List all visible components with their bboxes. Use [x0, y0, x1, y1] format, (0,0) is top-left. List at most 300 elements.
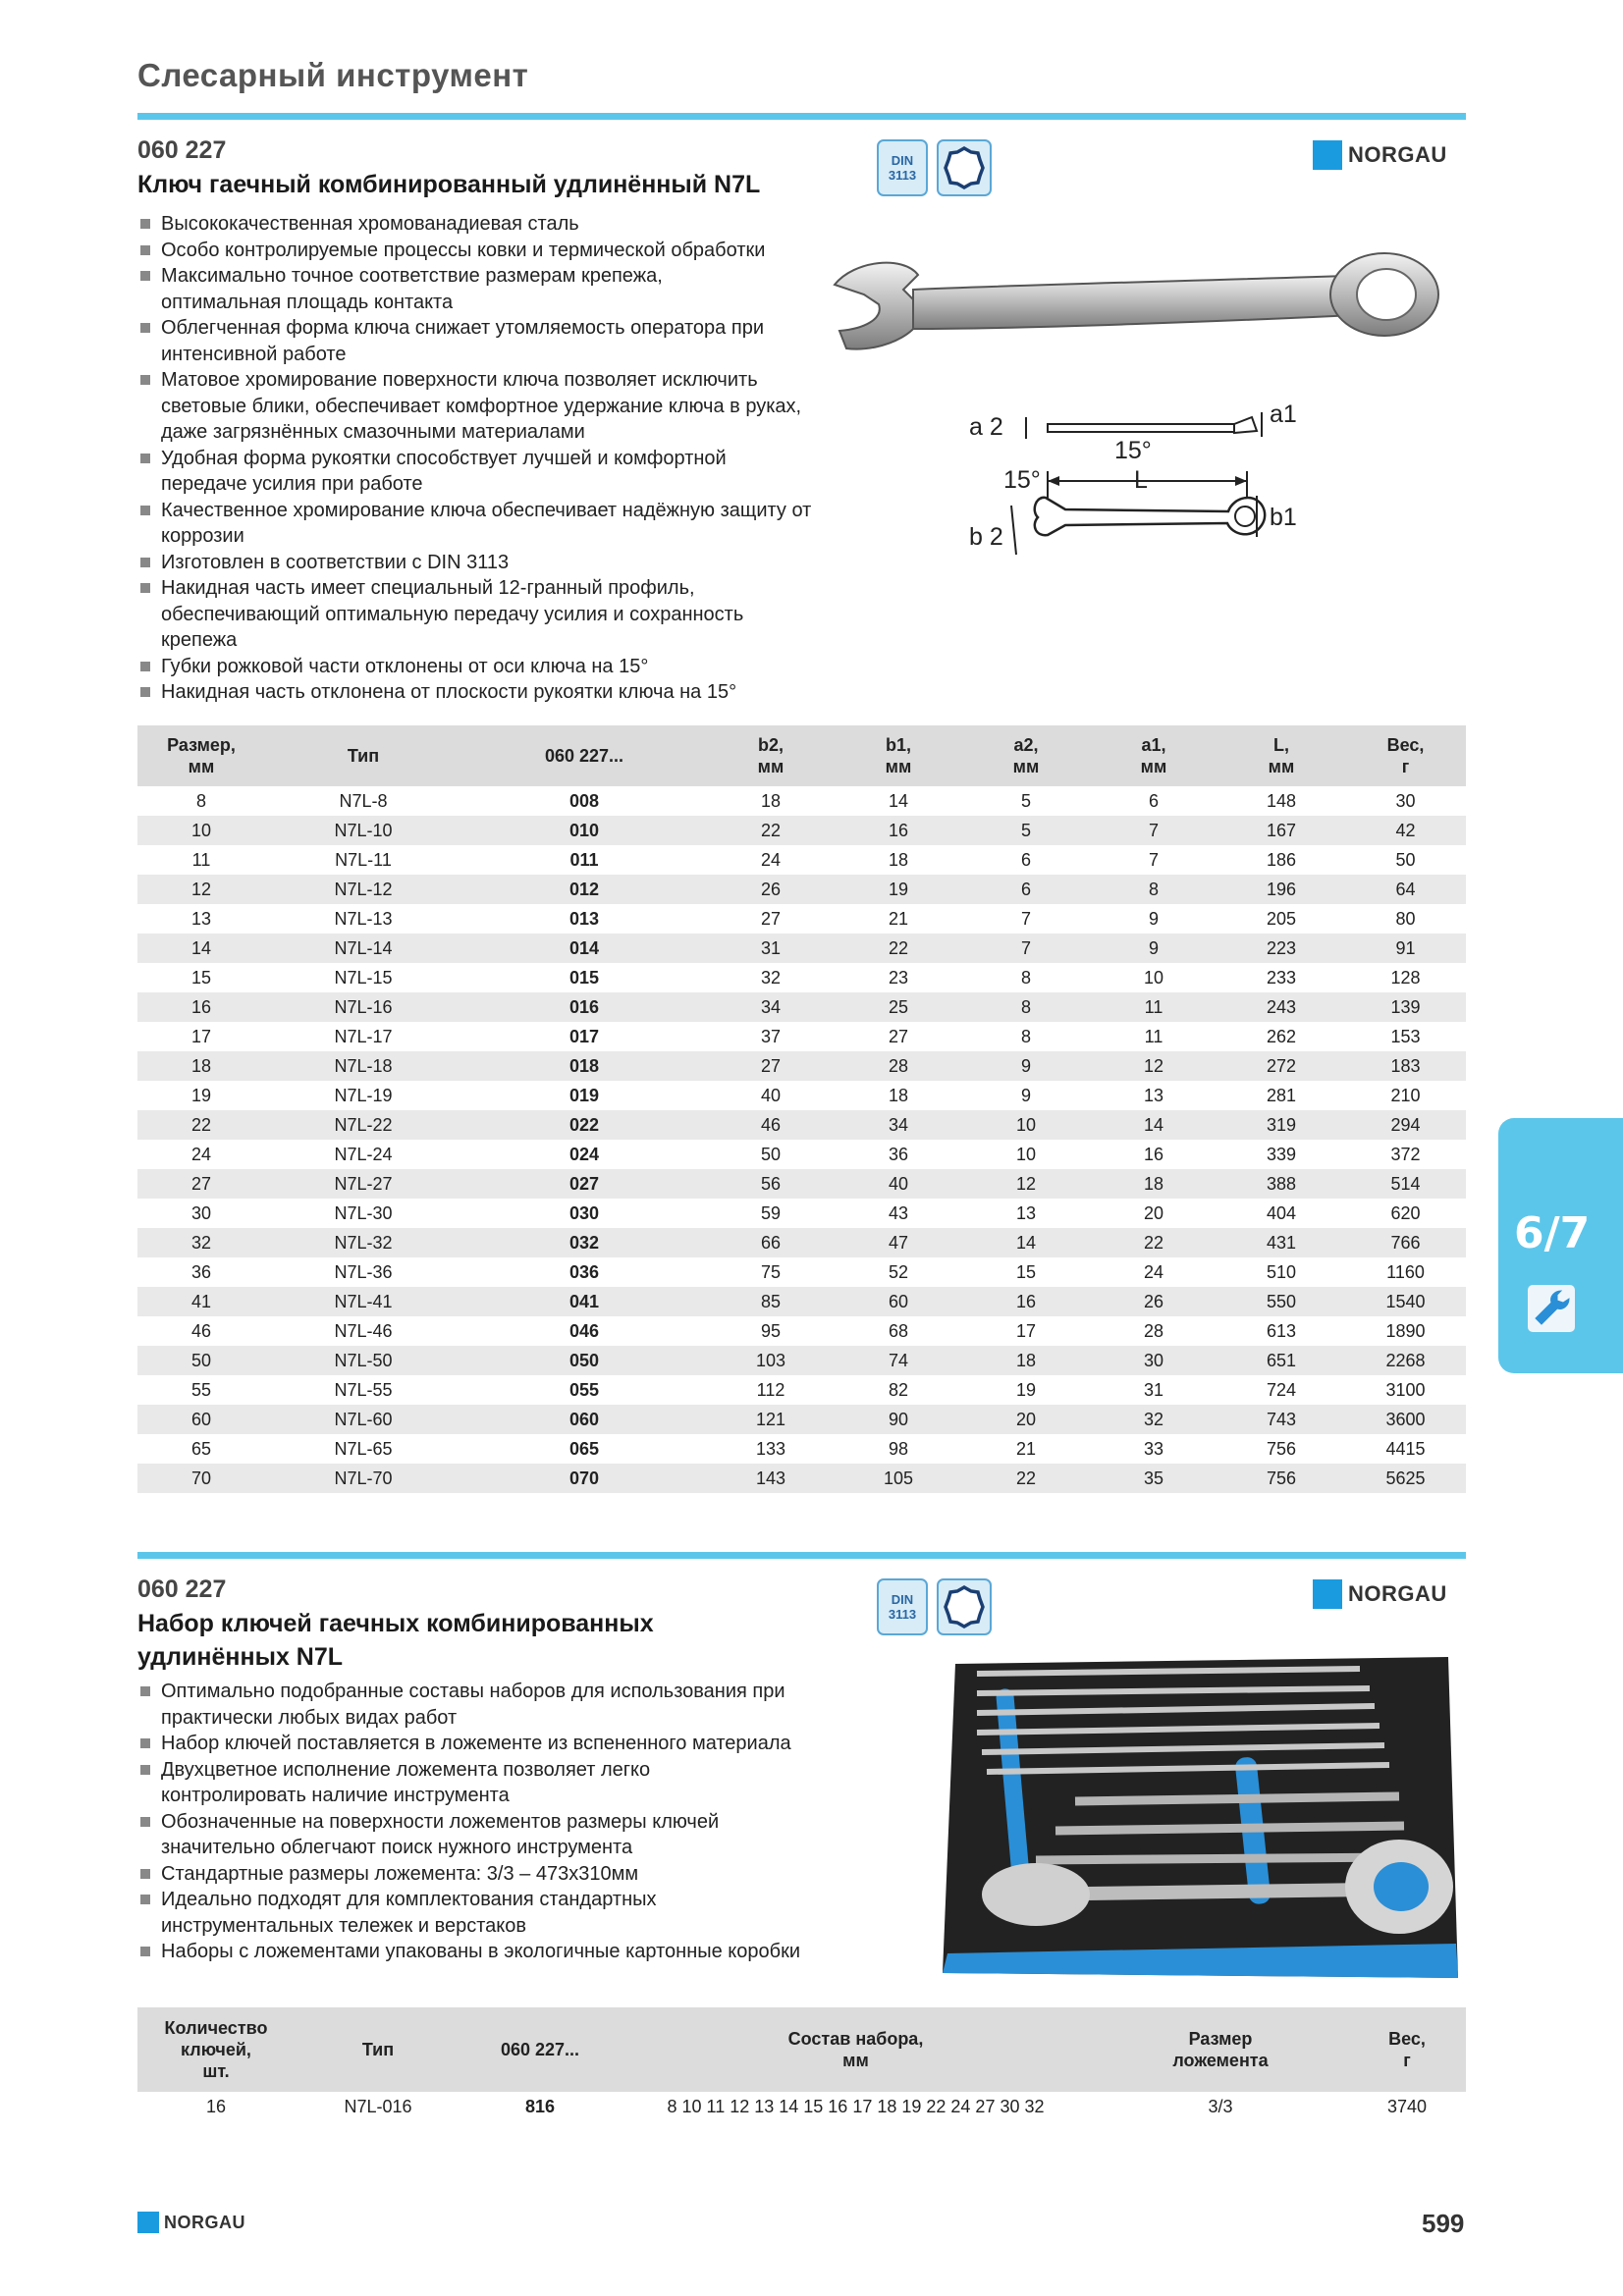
- table-cell: 52: [888, 1261, 909, 1282]
- table-cell: 98: [888, 1438, 909, 1459]
- table-cell: 21: [1015, 1438, 1037, 1459]
- table-row: [137, 1022, 1466, 1051]
- table-cell: 42: [1345, 816, 1466, 845]
- table-cell: 148: [1266, 790, 1297, 811]
- table-cell: 10: [1143, 967, 1164, 988]
- table-cell: 013: [568, 908, 600, 929]
- table-cell: 30: [1395, 790, 1416, 811]
- table-cell: N7L-16: [265, 992, 461, 1022]
- table-cell: N7L-14: [265, 934, 461, 963]
- table-cell: N7L-46: [334, 1320, 393, 1341]
- table-row: [137, 1316, 1466, 1346]
- table-cell: 75: [760, 1261, 782, 1282]
- table-cell: 550: [1217, 1287, 1345, 1316]
- spec-table-header-cell: a2, мм: [962, 725, 1090, 786]
- set-table-header-cell: Вес, г: [1348, 2007, 1466, 2092]
- table-cell: 046: [568, 1320, 600, 1341]
- feature-item: Изготовлен в соответствии с DIN 3113: [137, 550, 844, 576]
- table-cell: 13: [1143, 1085, 1164, 1105]
- wrench-set-tray-photo: [938, 1649, 1466, 1983]
- table-cell: 055: [568, 1379, 600, 1400]
- table-cell: N7L-10: [265, 816, 461, 845]
- table-cell: 18: [1090, 1169, 1217, 1199]
- spec-table-header: [137, 725, 1466, 786]
- table-cell: N7L-55: [334, 1379, 393, 1400]
- table-cell: 11: [191, 849, 211, 870]
- table-cell: 027: [461, 1169, 707, 1199]
- table-cell: 7: [962, 934, 1090, 963]
- table-row: [137, 1081, 1466, 1110]
- table-cell: 018: [461, 1051, 707, 1081]
- set-table-header-cell: Тип: [295, 2007, 461, 2092]
- table-cell: 30: [190, 1202, 212, 1223]
- table-cell: N7L-60: [265, 1405, 461, 1434]
- table-cell: 40: [835, 1169, 962, 1199]
- table-cell: 014: [461, 934, 707, 963]
- table-cell: 613: [1266, 1320, 1297, 1341]
- table-cell: 28: [835, 1051, 962, 1081]
- table-cell: 243: [1217, 992, 1345, 1022]
- table-cell: 223: [1217, 934, 1345, 963]
- table-cell: 514: [1345, 1169, 1466, 1199]
- table-cell: 16: [835, 816, 962, 845]
- table-cell: N7L-12: [265, 875, 461, 904]
- table-cell: N7L-8: [339, 790, 388, 811]
- table-cell: 20: [1143, 1202, 1164, 1223]
- table-cell: 3600: [1345, 1405, 1466, 1434]
- table-cell: N7L-27: [265, 1169, 461, 1199]
- table-cell: N7L-36: [334, 1261, 393, 1282]
- table-cell: 25: [835, 992, 962, 1022]
- table-cell: 233: [1266, 967, 1297, 988]
- table-row: [137, 963, 1466, 992]
- table-cell: 5: [962, 816, 1090, 845]
- dimension-diagram: [957, 388, 1311, 569]
- feature-item: Губки рожковой части отклонены от оси ключа на 15°: [137, 654, 844, 680]
- table-cell: 105: [835, 1464, 962, 1493]
- table-cell: 651: [1217, 1346, 1345, 1375]
- table-row: [137, 1199, 1466, 1228]
- table-cell: 32: [137, 1228, 265, 1257]
- table-cell: 47: [835, 1228, 962, 1257]
- table-cell: 32: [760, 967, 782, 988]
- table-cell: 620: [1390, 1202, 1421, 1223]
- dim-label-a1: a1: [1270, 400, 1297, 428]
- table-cell: 46: [190, 1320, 212, 1341]
- table-row: [137, 992, 1466, 1022]
- table-cell: 103: [707, 1346, 835, 1375]
- feature-item: Качественное хромирование ключа обеспечивает надёжную защиту от коррозии: [137, 498, 835, 550]
- feature-item: Накидная часть имеет специальный 12-гранный профиль, обеспечивающий оптимальную передачу усилия и сохранность крепежа: [137, 575, 756, 654]
- table-cell: N7L-016: [344, 2096, 412, 2116]
- table-cell: 50: [1395, 849, 1416, 870]
- dim-label-angle-top: 15°: [1114, 437, 1152, 464]
- table-cell: 27: [137, 1169, 265, 1199]
- table-cell: 13: [190, 908, 212, 929]
- table-cell: 24: [1143, 1261, 1164, 1282]
- feature-item: Матовое хромирование поверхности ключа позволяет исключить световые блики, обеспечивает комфортное удержание ключа в руках, даже загрязнённых смазочными материалами: [137, 367, 825, 446]
- table-cell: 128: [1390, 967, 1421, 988]
- feature-item: Наборы с ложементами упакованы в экологичные картонные коробки: [137, 1939, 864, 1965]
- table-cell: 1160: [1386, 1261, 1425, 1282]
- table-row: [137, 786, 1466, 816]
- table-cell: 153: [1390, 1026, 1421, 1046]
- table-cell: 50: [137, 1346, 265, 1375]
- table-cell: 070: [461, 1464, 707, 1493]
- table-cell: 272: [1217, 1051, 1345, 1081]
- feature-item: Высококачественная хромованадиевая сталь: [137, 211, 844, 238]
- set-feature-list: [137, 1679, 864, 1965]
- table-cell: 183: [1345, 1051, 1466, 1081]
- table-cell: 024: [568, 1144, 600, 1164]
- table-cell: 59: [760, 1202, 782, 1223]
- table-cell: 139: [1345, 992, 1466, 1022]
- table-cell: 3100: [1385, 1379, 1426, 1400]
- table-cell: 011: [569, 849, 599, 870]
- chapter-tab-label: 6/7: [1514, 1208, 1591, 1258]
- table-row: [137, 816, 1466, 845]
- table-cell: N7L-18: [265, 1051, 461, 1081]
- table-cell: 756: [1266, 1438, 1297, 1459]
- table-cell: 8 10 11 12 13 14 15 16 17 18 19 22 24 27 30 32: [667, 2096, 1045, 2116]
- table-cell: 66: [707, 1228, 835, 1257]
- table-cell: 95: [760, 1320, 782, 1341]
- table-cell: 4415: [1385, 1438, 1426, 1459]
- table-cell: N7L-22: [265, 1110, 461, 1140]
- table-cell: N7L-24: [334, 1144, 393, 1164]
- table-cell: 7: [1148, 849, 1159, 870]
- page-header-title: Слесарный инструмент: [137, 57, 529, 93]
- table-cell: N7L-13: [334, 908, 393, 929]
- table-cell: 5: [1020, 790, 1031, 811]
- table-cell: 27: [707, 1051, 835, 1081]
- table-cell: 041: [461, 1287, 707, 1316]
- table-cell: 5625: [1345, 1464, 1466, 1493]
- feature-item: Набор ключей поставляется в ложементе из вспененного материала: [137, 1731, 864, 1757]
- table-cell: 816: [524, 2096, 556, 2116]
- feature-item: Облегченная форма ключа снижает утомляемость оператора при интенсивной работе: [137, 315, 785, 367]
- table-cell: 17: [1015, 1320, 1037, 1341]
- table-cell: 22: [962, 1464, 1090, 1493]
- table-row: [137, 1051, 1466, 1081]
- table-row: [137, 875, 1466, 904]
- table-cell: 23: [888, 967, 909, 988]
- table-cell: 43: [888, 1202, 909, 1223]
- feature-item: Оптимально подобранные составы наборов для использования при практически любых видах работ: [137, 1679, 844, 1731]
- table-cell: 24: [190, 1144, 212, 1164]
- spec-table-header-cell: b1, мм: [835, 725, 962, 786]
- table-cell: 36: [190, 1261, 212, 1282]
- table-cell: 030: [568, 1202, 600, 1223]
- table-cell: 9: [1090, 934, 1217, 963]
- norgau-logo: [1313, 140, 1447, 170]
- table-cell: 8: [1020, 967, 1031, 988]
- dim-label-b1: b1: [1270, 504, 1297, 531]
- table-cell: 210: [1390, 1085, 1421, 1105]
- twelve-point-profile-icon: [937, 1578, 992, 1635]
- table-cell: 20: [962, 1405, 1090, 1434]
- table-cell: 743: [1217, 1405, 1345, 1434]
- table-cell: 12: [1090, 1051, 1217, 1081]
- table-cell: 032: [461, 1228, 707, 1257]
- table-cell: 16: [1143, 1144, 1164, 1164]
- wrench-photo: [825, 250, 1463, 378]
- table-cell: 18: [760, 790, 782, 811]
- table-cell: 11: [1090, 992, 1217, 1022]
- table-cell: N7L-19: [334, 1085, 393, 1105]
- spec-table-header-cell: L, мм: [1217, 725, 1345, 786]
- table-cell: 34: [707, 992, 835, 1022]
- table-cell: 74: [835, 1346, 962, 1375]
- table-cell: 85: [707, 1287, 835, 1316]
- feature-item: Особо контролируемые процессы ковки и термической обработки: [137, 238, 844, 264]
- table-cell: N7L-11: [335, 849, 392, 870]
- table-cell: 14: [888, 790, 909, 811]
- table-cell: 41: [137, 1287, 265, 1316]
- table-cell: 19: [1015, 1379, 1037, 1400]
- table-cell: 22: [835, 934, 962, 963]
- table-cell: 1890: [1385, 1320, 1426, 1341]
- table-cell: 8: [1020, 1026, 1031, 1046]
- table-cell: 012: [461, 875, 707, 904]
- table-cell: 133: [755, 1438, 786, 1459]
- table-cell: 35: [1090, 1464, 1217, 1493]
- footer-norgau-logo: [137, 2212, 245, 2233]
- table-cell: 18: [888, 1085, 909, 1105]
- table-cell: 510: [1266, 1261, 1297, 1282]
- table-cell: 010: [461, 816, 707, 845]
- table-row: [137, 1110, 1466, 1140]
- spec-table-header-cell: 060 227...: [461, 725, 707, 786]
- set-table-header: [137, 2007, 1466, 2092]
- set-table-header-cell: 060 227...: [461, 2007, 619, 2092]
- table-cell: 27: [888, 1026, 909, 1046]
- twelve-point-profile-icon: [937, 139, 992, 196]
- table-row: [137, 1140, 1466, 1169]
- table-cell: 37: [760, 1026, 782, 1046]
- table-cell: 34: [835, 1110, 962, 1140]
- feature-item: Двухцветное исполнение ложемента позволяет легко контролировать наличие инструмента: [137, 1757, 727, 1809]
- table-cell: 70: [137, 1464, 265, 1493]
- table-cell: 339: [1266, 1144, 1297, 1164]
- table-cell: 022: [461, 1110, 707, 1140]
- table-cell: 21: [888, 908, 909, 929]
- feature-item: Максимально точное соответствие размерам крепежа, оптимальная площадь контакта: [137, 263, 717, 315]
- table-cell: 15: [190, 967, 212, 988]
- feature-item: Удобная форма рукоятки способствует лучшей и комфортной передаче усилия при работе: [137, 446, 776, 498]
- table-cell: 9: [1148, 908, 1159, 929]
- table-cell: 6: [962, 875, 1090, 904]
- wrench-icon: [1528, 1285, 1575, 1332]
- din-badge: [877, 1578, 928, 1635]
- norgau-logo-text: NORGAU: [1348, 1581, 1447, 1606]
- set-table-header-cell: Размер ложемента: [1093, 2007, 1348, 2092]
- table-cell: 143: [707, 1464, 835, 1493]
- table-cell: 27: [760, 908, 782, 929]
- din-badge-text: DIN 3113: [888, 1592, 917, 1622]
- table-cell: 14: [1090, 1110, 1217, 1140]
- table-cell: 016: [461, 992, 707, 1022]
- table-row: [137, 1405, 1466, 1434]
- page-number: 599: [1422, 2209, 1465, 2238]
- table-cell: 8: [962, 992, 1090, 1022]
- table-row: [137, 934, 1466, 963]
- table-cell: 30: [1090, 1346, 1217, 1375]
- table-cell: 56: [707, 1169, 835, 1199]
- set-table-header-cell: Количество ключей, шт.: [137, 2007, 295, 2092]
- table-cell: 19: [835, 875, 962, 904]
- set-table: [137, 2007, 1466, 2121]
- feature-item: Стандартные размеры ложемента: 3/3 – 473x310мм: [137, 1861, 864, 1888]
- feature-item: Обозначенные на поверхности ложементов размеры ключей значительно облегчают поиск нужного инструмента: [137, 1809, 766, 1861]
- table-cell: 55: [190, 1379, 212, 1400]
- dim-label-angle-left: 15°: [1003, 466, 1041, 494]
- set-title-line1: Набор ключей гаечных комбинированных: [137, 1610, 654, 1637]
- norgau-logo-text: NORGAU: [1348, 142, 1447, 167]
- table-cell: 319: [1217, 1110, 1345, 1140]
- table-cell: 121: [707, 1405, 835, 1434]
- table-cell: N7L-15: [334, 967, 393, 988]
- table-cell: 1540: [1345, 1287, 1466, 1316]
- table-cell: 017: [568, 1026, 600, 1046]
- feature-list: [137, 211, 844, 706]
- table-cell: 008: [568, 790, 600, 811]
- table-cell: 19: [190, 1085, 212, 1105]
- table-cell: 6: [1148, 790, 1159, 811]
- table-cell: 10: [137, 816, 265, 845]
- table-cell: 28: [1143, 1320, 1164, 1341]
- table-row: [137, 1346, 1466, 1375]
- table-cell: N7L-70: [265, 1464, 461, 1493]
- table-cell: N7L-17: [334, 1026, 393, 1046]
- table-cell: 766: [1345, 1228, 1466, 1257]
- table-cell: 32: [1090, 1405, 1217, 1434]
- table-cell: N7L-50: [265, 1346, 461, 1375]
- table-cell: 26: [1090, 1287, 1217, 1316]
- table-cell: 13: [1015, 1202, 1037, 1223]
- table-cell: 262: [1266, 1026, 1297, 1046]
- table-cell: 294: [1345, 1110, 1466, 1140]
- table-row: [137, 1464, 1466, 1493]
- section-rule: [137, 1552, 1466, 1559]
- table-cell: 46: [707, 1110, 835, 1140]
- table-cell: 167: [1217, 816, 1345, 845]
- table-cell: 205: [1266, 908, 1297, 929]
- table-cell: 15: [1015, 1261, 1037, 1282]
- dim-label-b2: b 2: [969, 523, 1003, 551]
- spec-table-header-cell: Вес, г: [1345, 725, 1466, 786]
- table-cell: 60: [137, 1405, 265, 1434]
- spec-table-header-cell: b2, мм: [707, 725, 835, 786]
- spec-table-header-cell: Тип: [265, 725, 461, 786]
- table-row: [137, 1434, 1466, 1464]
- table-cell: 14: [137, 934, 265, 963]
- table-cell: 65: [190, 1438, 212, 1459]
- table-cell: 68: [888, 1320, 909, 1341]
- table-cell: N7L-30: [334, 1202, 393, 1223]
- table-cell: 065: [568, 1438, 600, 1459]
- feature-item: Идеально подходят для комплектования стандартных инструментальных тележек и верстаков: [137, 1887, 727, 1939]
- table-row: [137, 1169, 1466, 1199]
- norgau-logo: [1313, 1579, 1447, 1609]
- table-cell: 22: [137, 1110, 265, 1140]
- table-cell: 7: [1020, 908, 1031, 929]
- table-cell: 16: [205, 2096, 227, 2116]
- product-code: 060 227: [137, 136, 227, 164]
- table-row: [137, 845, 1466, 875]
- table-cell: 91: [1345, 934, 1466, 963]
- table-cell: 9: [1020, 1085, 1031, 1105]
- table-cell: 724: [1266, 1379, 1297, 1400]
- table-cell: 11: [1144, 1026, 1163, 1046]
- table-cell: 31: [1143, 1379, 1164, 1400]
- table-cell: 10: [1015, 1144, 1037, 1164]
- table-cell: 40: [760, 1085, 782, 1105]
- table-cell: 17: [190, 1026, 212, 1046]
- spec-table-header-cell: Размер, мм: [137, 725, 265, 786]
- table-cell: 404: [1266, 1202, 1297, 1223]
- set-table-header-cell: Состав набора, мм: [619, 2007, 1093, 2092]
- table-cell: 9: [962, 1051, 1090, 1081]
- table-cell: 31: [707, 934, 835, 963]
- table-cell: 22: [707, 816, 835, 845]
- table-row: [137, 1257, 1466, 1287]
- table-cell: 50: [760, 1144, 782, 1164]
- table-cell: 8: [195, 790, 206, 811]
- footer-logo-text: NORGAU: [164, 2212, 245, 2232]
- table-cell: 64: [1345, 875, 1466, 904]
- table-cell: N7L-32: [265, 1228, 461, 1257]
- table-cell: 80: [1395, 908, 1416, 929]
- table-cell: 388: [1217, 1169, 1345, 1199]
- table-cell: 8: [1090, 875, 1217, 904]
- table-cell: 112: [756, 1379, 785, 1400]
- header-rule: [137, 113, 1466, 120]
- table-cell: 12: [962, 1169, 1090, 1199]
- table-row: [137, 1375, 1466, 1405]
- table-cell: 18: [888, 849, 909, 870]
- table-cell: 186: [1266, 849, 1297, 870]
- spec-table-header-cell: a1, мм: [1090, 725, 1217, 786]
- table-row: [137, 904, 1466, 934]
- table-cell: 3/3: [1208, 2096, 1233, 2116]
- spec-table: [137, 725, 1466, 1493]
- table-cell: 33: [1143, 1438, 1164, 1459]
- table-cell: 12: [137, 875, 265, 904]
- table-cell: 7: [1090, 816, 1217, 845]
- table-cell: 22: [1090, 1228, 1217, 1257]
- table-cell: 36: [888, 1144, 909, 1164]
- table-cell: 16: [137, 992, 265, 1022]
- table-cell: 26: [707, 875, 835, 904]
- table-cell: 015: [568, 967, 600, 988]
- set-product-code: 060 227: [137, 1575, 227, 1603]
- table-cell: 756: [1217, 1464, 1345, 1493]
- table-cell: 18: [137, 1051, 265, 1081]
- din-badge: [877, 139, 928, 196]
- table-cell: 90: [835, 1405, 962, 1434]
- dim-label-a2: a 2: [969, 413, 1003, 441]
- table-cell: 82: [888, 1379, 909, 1400]
- set-title-line2: удлинённых N7L: [137, 1643, 344, 1671]
- table-cell: 060: [461, 1405, 707, 1434]
- table-cell: 18: [962, 1346, 1090, 1375]
- product-title: Ключ гаечный комбинированный удлинённый N7L: [137, 171, 761, 198]
- table-cell: 019: [568, 1085, 600, 1105]
- table-cell: 16: [962, 1287, 1090, 1316]
- table-cell: 431: [1217, 1228, 1345, 1257]
- table-row: [137, 1287, 1466, 1316]
